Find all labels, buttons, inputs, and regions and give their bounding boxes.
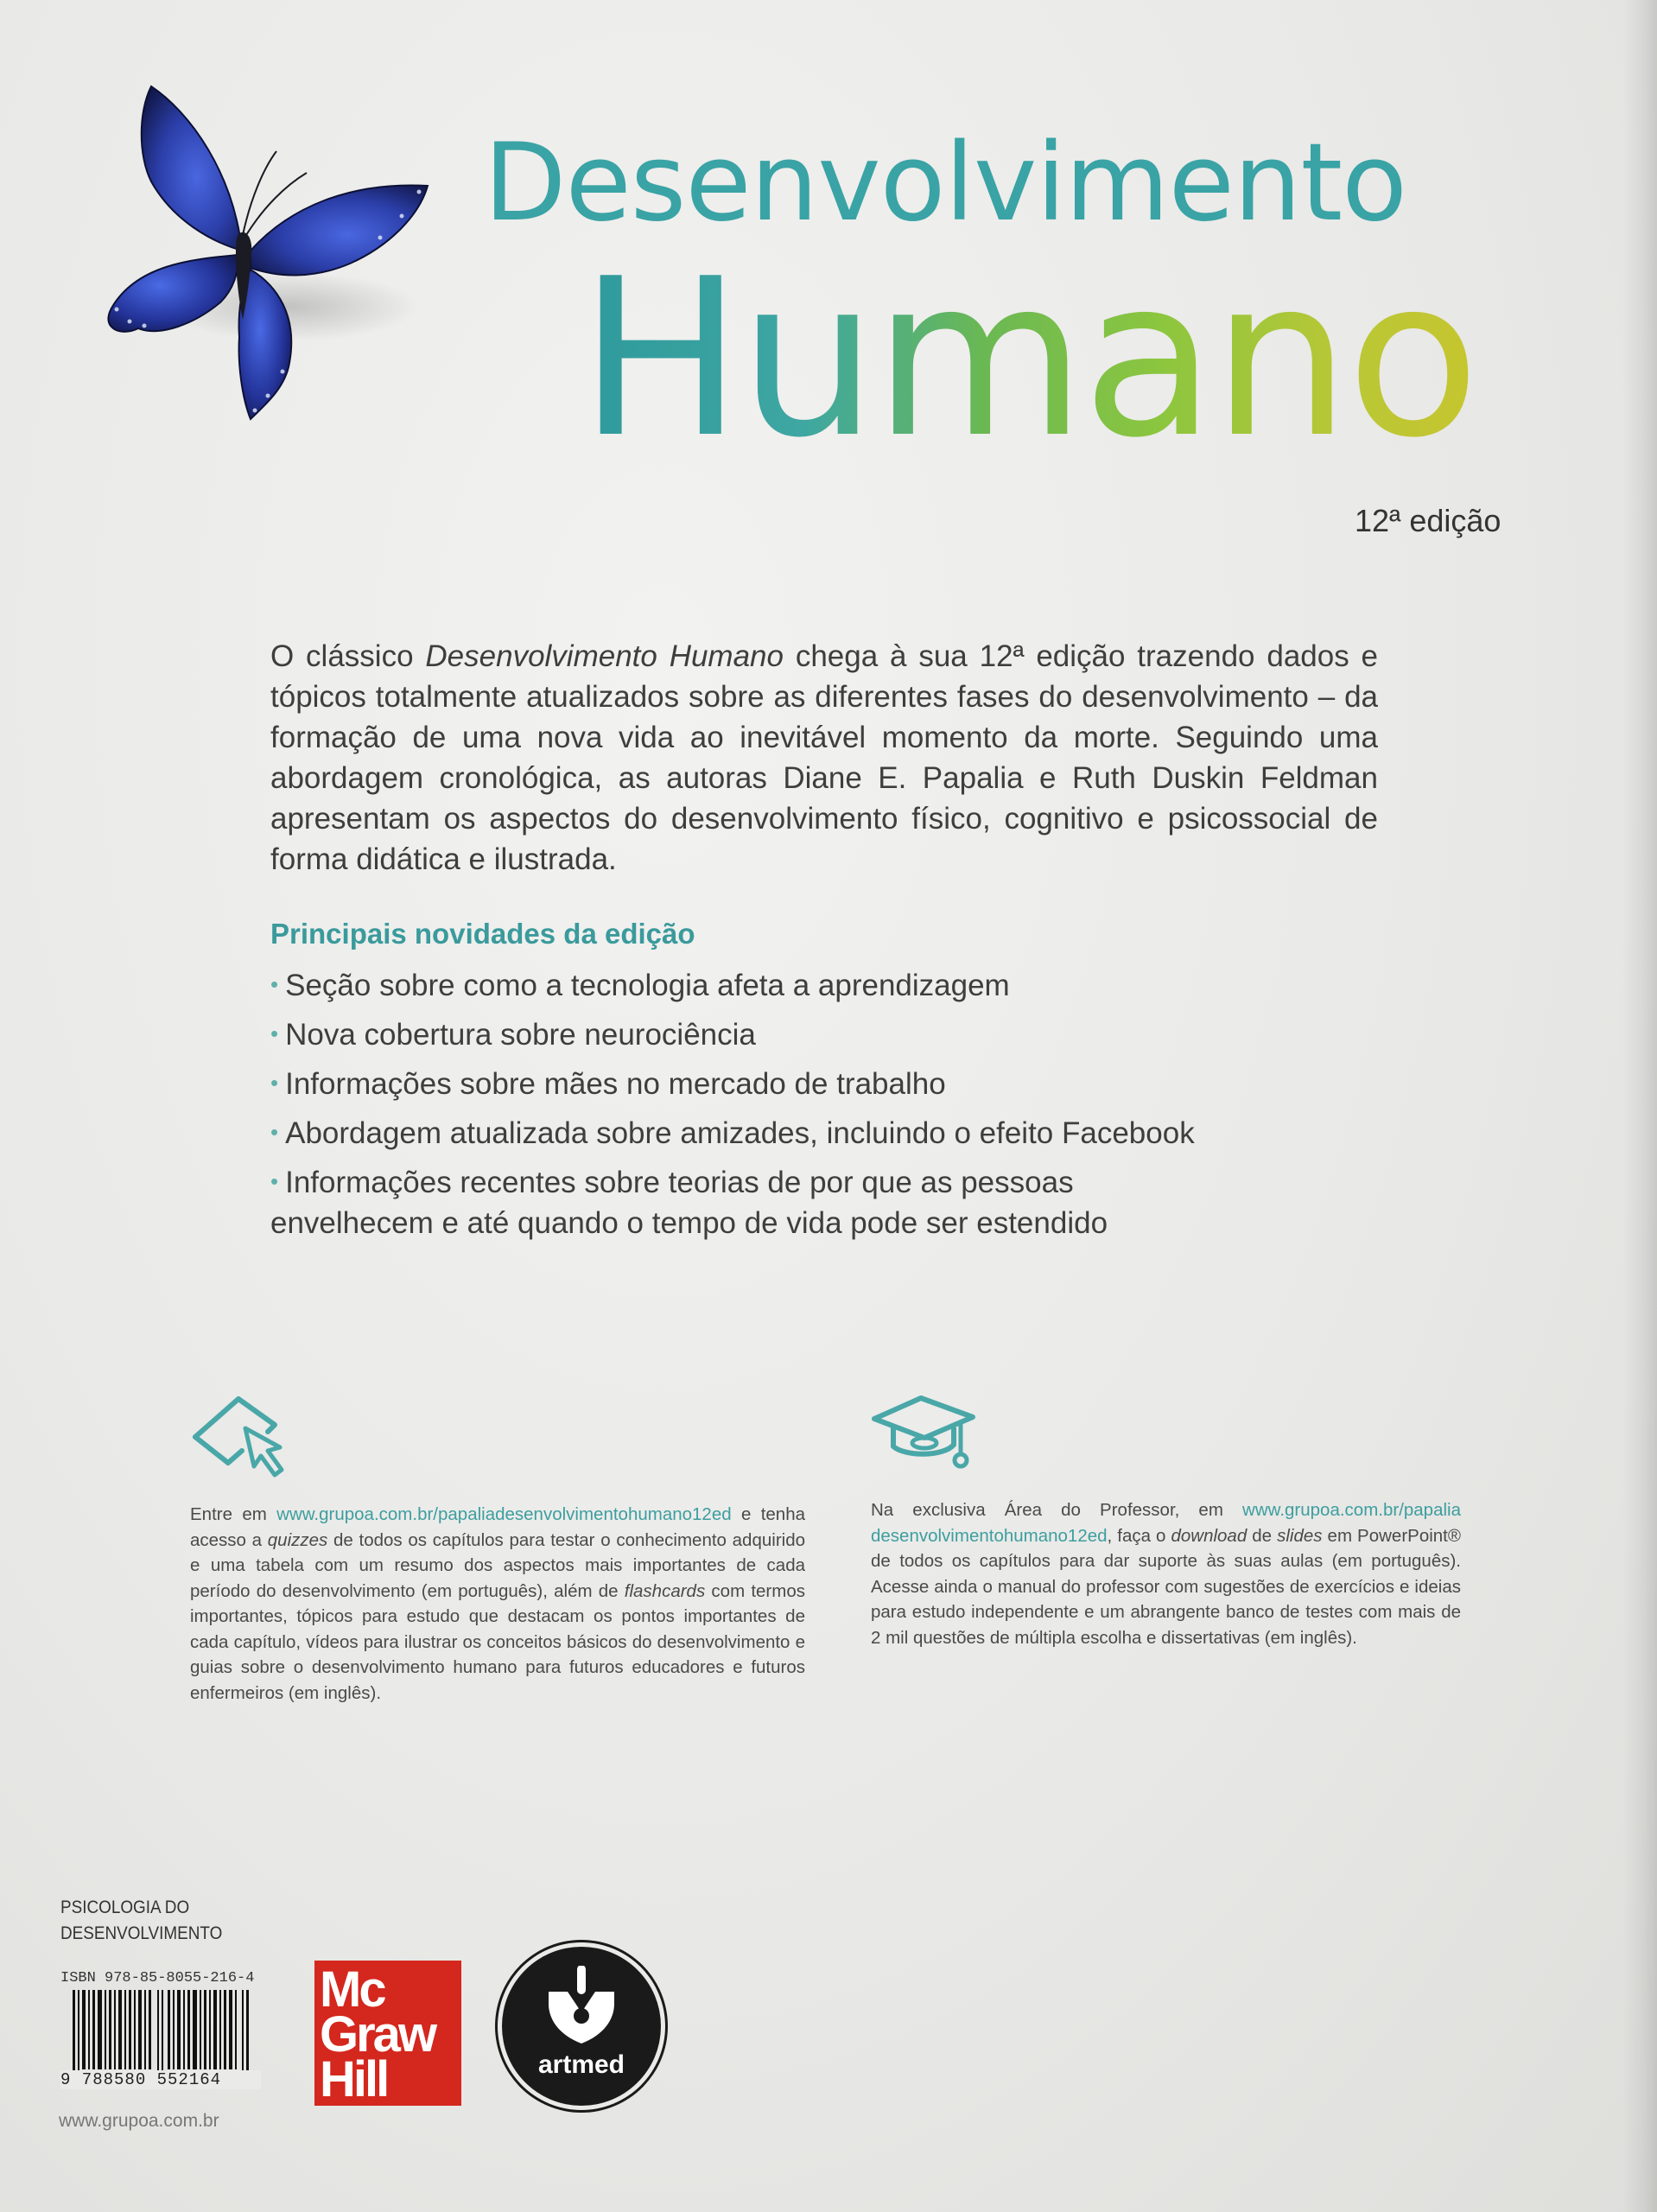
title-line1: Desenvolvimento (484, 121, 1406, 245)
news-list (270, 964, 1394, 1251)
teacher-text-4: em PowerPoint® de todos os capítulos para dar suporte às suas aulas (em português). Acesse ainda o manual do professor com sugestões de exercícios e ideias para estudo independente e um abrangente banco de testes com mais de 2 mil questões de múltipla escolha e dissertativas (em inglês). (871, 1525, 1461, 1648)
artmed-wordmark: artmed (537, 2050, 625, 2079)
bullet: • (270, 1020, 279, 1046)
barcode-digits: 9 788580 552164 (60, 2070, 261, 2089)
student-emph-quizzes: quizzes (267, 1529, 328, 1550)
title-line2: Humano (579, 232, 1477, 486)
teacher-text-3: de (1247, 1525, 1278, 1546)
bullet: • (270, 1070, 279, 1096)
graduation-cap-icon (871, 1384, 987, 1484)
student-url-link[interactable]: www.grupoa.com.br/papaliadesenvolvimentohumano12ed (276, 1504, 732, 1524)
teacher-text-2: , faça o (1107, 1525, 1171, 1546)
bullet: • (270, 1168, 279, 1194)
isbn-label: ISBN 978-85-8055-216-4 (60, 1970, 255, 1986)
student-text-4: com termos importantes, tópicos para estudo que destacam os pontos importantes de cada capítulo, vídeos para ilustrar os conceitos básicos do desenvolvimento e guias sobre o desenvolvimento humano para futuros educadores e futuros enfermeiros (em inglês). (190, 1580, 805, 1703)
mcgraw-hill-logo (314, 1961, 461, 2106)
list-item (270, 1161, 1143, 1243)
bullet: • (270, 1119, 279, 1145)
intro-text-start: O clássico (270, 639, 426, 673)
intro-paragraph (270, 636, 1378, 880)
cursor-click-icon (188, 1387, 305, 1482)
publisher-site[interactable]: www.grupoa.com.br (59, 2111, 219, 2131)
mcgraw-logo-line2: Graw (320, 2006, 435, 2063)
subject-category (60, 1895, 222, 1947)
list-item (270, 964, 1394, 1006)
list-item (270, 1112, 1394, 1154)
teacher-emph-download: download (1171, 1525, 1248, 1546)
list-item-text: Informações recentes sobre teorias de por que as pessoas envelhecem e até quando o tempo de vida pode ser estendido (270, 1166, 1108, 1240)
list-item-text: Nova cobertura sobre neurociência (285, 1018, 756, 1052)
intro-text-rest: chega à sua 12ª edição trazendo dados e tópicos totalmente atualizados sobre as diferentes fases do desenvolvimento – da formação de uma nova vida ao inevitável momento da morte. Seguindo uma abordagem cronológica, as autoras Diane E. Papalia e Ruth Duskin Feldman apresentam os aspectos do desenvolvimento físico, cognitivo e psicossocial de forma didática e ilustrada. (270, 639, 1379, 876)
news-heading: Principais novidades da edição (270, 918, 695, 950)
mcgraw-logo-line3: Hill (320, 2051, 388, 2106)
student-text-2: e tenha acesso a (190, 1504, 805, 1550)
category-line1: PSICOLOGIA DO (60, 1897, 190, 1917)
bullet: • (270, 971, 279, 997)
artmed-logo (502, 1947, 661, 2106)
teacher-text-1: Na exclusiva Área do Professor, em (871, 1500, 1243, 1520)
butterfly-illustration (91, 78, 436, 441)
list-item-text: Seção sobre como a tecnologia afeta a aprendizagem (285, 969, 1010, 1002)
student-text-1: Entre em (190, 1504, 277, 1524)
student-emph-flashcards: flashcards (624, 1580, 706, 1601)
edition-label: 12ª edição (1355, 503, 1501, 538)
intro-book-title: Desenvolvimento Humano (425, 639, 784, 673)
artmed-emblem-icon (545, 1966, 618, 2045)
list-item (270, 1014, 1394, 1055)
teacher-url-link[interactable]: www.grupoa.com.br/papalia desenvolvimentohumano12ed (871, 1500, 1461, 1546)
mcgraw-logo-line1: Mc (320, 1961, 384, 2018)
online-student-text (190, 1502, 805, 1706)
spine-shadow (1622, 0, 1657, 2212)
student-text-3: de todos os capítulos para testar o conhecimento adquirido e uma tabela com um resumo dos aspectos mais importantes de cada período do desenvolvimento (em português), além de (190, 1529, 806, 1601)
teacher-emph-slides: slides (1277, 1525, 1323, 1546)
category-line2: DESENVOLVIMENTO (60, 1923, 223, 1943)
online-teacher-text (871, 1497, 1461, 1650)
list-item-text: Informações sobre mães no mercado de trabalho (285, 1067, 946, 1101)
list-item (270, 1063, 1394, 1104)
list-item-text: Abordagem atualizada sobre amizades, incluindo o efeito Facebook (285, 1116, 1195, 1150)
